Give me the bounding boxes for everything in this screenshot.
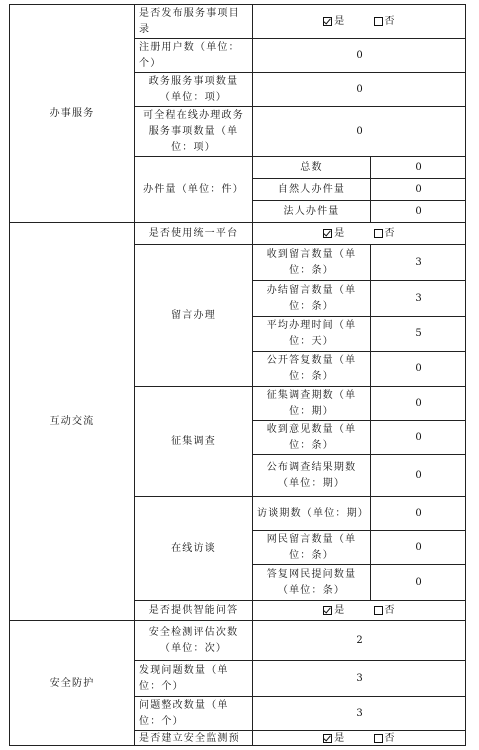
sub-label: 平均办理时间（单位：天） — [252, 316, 370, 351]
sub-value: 0 — [370, 454, 466, 496]
no-option[interactable] — [374, 226, 396, 242]
row-label: 发现问题数量（单位：个） — [134, 660, 252, 696]
sub-value: 0 — [370, 496, 466, 530]
checkbox-row — [252, 4, 466, 38]
sub-label: 收到意见数量（单位：条） — [252, 420, 370, 454]
sub-label: 访谈期数（单位：期） — [252, 496, 370, 530]
yes-label: 是 — [334, 15, 346, 27]
row-value: 0 — [252, 72, 466, 106]
row-label: 可全程在线办理政务服务事项数量（单位：项） — [134, 106, 252, 156]
no-label: 否 — [384, 604, 396, 616]
sub-label: 网民留言数量（单位：条） — [252, 530, 370, 564]
empty-box-icon — [374, 17, 383, 26]
sub-value: 0 — [370, 386, 466, 420]
section-cell: 互动交流 — [9, 222, 134, 620]
sub-value: 0 — [370, 530, 466, 564]
checked-box-icon — [323, 229, 332, 238]
row-value: 0 — [252, 38, 466, 72]
sub-label: 总数 — [252, 156, 370, 178]
section-cell: 办事服务 — [9, 4, 134, 222]
sub-value: 3 — [370, 244, 466, 280]
checkbox-row — [252, 600, 466, 620]
sub-label: 收到留言数量（单位：条） — [252, 244, 370, 280]
no-label: 否 — [384, 227, 396, 239]
empty-box-icon — [374, 229, 383, 238]
sub-label: 公布调查结果期数（单位：期） — [252, 454, 370, 496]
yes-label: 是 — [334, 732, 346, 744]
yes-label: 是 — [334, 604, 346, 616]
group-label: 征集调查 — [134, 386, 252, 496]
yes-option[interactable] — [323, 14, 345, 30]
sub-label: 办结留言数量（单位：条） — [252, 280, 370, 316]
group-label: 办件量（单位：件） — [134, 156, 252, 222]
sub-label: 答复网民提问数量（单位：条） — [252, 564, 370, 600]
group-label: 留言办理 — [134, 244, 252, 386]
checkbox-row — [252, 730, 466, 746]
row-label: 是否提供智能问答 — [134, 600, 252, 620]
no-option[interactable] — [374, 603, 396, 619]
sub-value: 3 — [370, 280, 466, 316]
checkbox-row — [252, 222, 466, 244]
row-label: 问题整改数量（单位：个） — [134, 696, 252, 730]
row-label: 注册用户数（单位：个） — [134, 38, 252, 72]
yes-label: 是 — [334, 227, 346, 239]
sub-value: 0 — [370, 178, 466, 200]
row-label: 是否发布服务事项目录 — [134, 4, 252, 38]
yes-option[interactable] — [323, 731, 345, 747]
sub-value: 0 — [370, 200, 466, 222]
report-table — [9, 4, 466, 746]
checked-box-icon — [323, 606, 332, 615]
row-value: 2 — [252, 620, 466, 660]
sub-label: 法人办件量 — [252, 200, 370, 222]
sub-label: 公开答复数量（单位：条） — [252, 351, 370, 386]
section-cell: 安全防护 — [9, 620, 134, 746]
row-label: 是否建立安全监测预 — [134, 730, 252, 746]
row-value: 3 — [252, 696, 466, 730]
row-value: 3 — [252, 660, 466, 696]
sub-value: 0 — [370, 420, 466, 454]
no-option[interactable] — [374, 14, 396, 30]
sub-value: 0 — [370, 156, 466, 178]
row-label: 安全检测评估次数（单位：次） — [134, 620, 252, 660]
no-label: 否 — [384, 15, 396, 27]
sub-value: 0 — [370, 351, 466, 386]
sub-value: 0 — [370, 564, 466, 600]
empty-box-icon — [374, 606, 383, 615]
row-value: 0 — [252, 106, 466, 156]
sub-label: 自然人办件量 — [252, 178, 370, 200]
no-label: 否 — [384, 732, 396, 744]
yes-option[interactable] — [323, 226, 345, 242]
checked-box-icon — [323, 734, 332, 743]
no-option[interactable] — [374, 731, 396, 747]
group-label: 在线访谈 — [134, 496, 252, 600]
row-label: 政务服务事项数量（单位：项） — [134, 72, 252, 106]
row-label: 是否使用统一平台 — [134, 222, 252, 244]
empty-box-icon — [374, 734, 383, 743]
sub-value: 5 — [370, 316, 466, 351]
checked-box-icon — [323, 17, 332, 26]
sub-label: 征集调查期数（单位：期） — [252, 386, 370, 420]
yes-option[interactable] — [323, 603, 345, 619]
